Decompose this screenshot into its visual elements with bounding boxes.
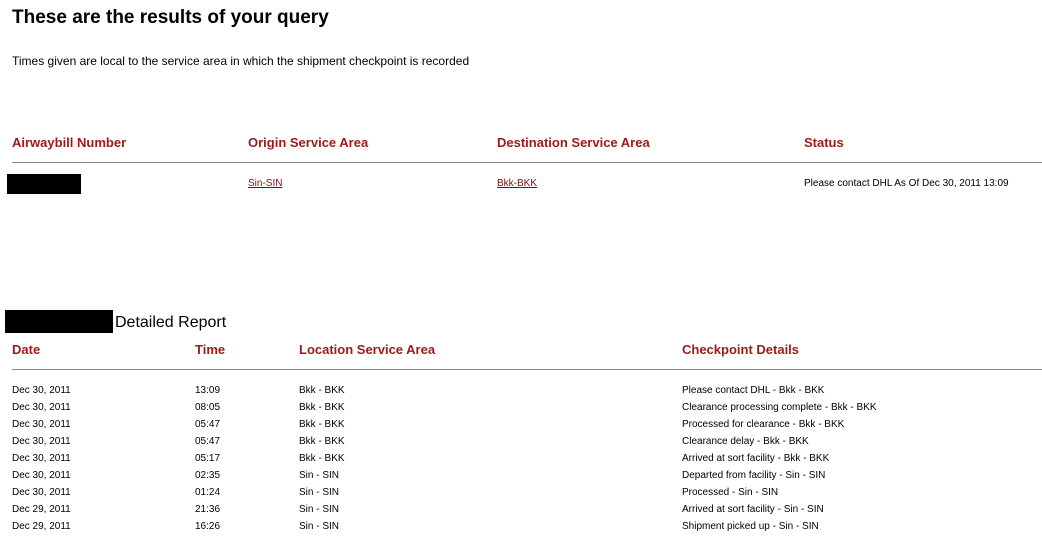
checkpoint-location: Bkk - BKK — [299, 453, 345, 464]
table-row — [0, 402, 1042, 419]
checkpoint-location: Sin - SIN — [299, 470, 340, 481]
checkpoint-details: Please contact DHL - Bkk - BKK — [682, 385, 825, 396]
table-row — [0, 385, 1042, 402]
checkpoint-date: Dec 30, 2011 — [12, 385, 71, 396]
table-row — [0, 487, 1042, 504]
destination-service-area-link[interactable]: Bkk-BKK — [497, 178, 538, 189]
checkpoint-location: Bkk - BKK — [299, 385, 345, 396]
redacted-airwaybill-number — [7, 174, 81, 194]
checkpoint-time: 05:17 — [195, 453, 221, 464]
checkpoint-date: Dec 30, 2011 — [12, 487, 71, 498]
checkpoint-date: Dec 30, 2011 — [12, 453, 71, 464]
date-header: Date — [12, 342, 41, 357]
origin-service-area-link[interactable]: Sin-SIN — [248, 178, 283, 189]
checkpoint-details: Clearance processing complete - Bkk - BKK — [682, 402, 877, 413]
status-header: Status — [804, 135, 844, 150]
checkpoint-location: Sin - SIN — [299, 504, 340, 515]
destination-header: Destination Service Area — [497, 135, 650, 150]
summary-header-divider — [12, 162, 1042, 163]
table-row — [0, 453, 1042, 470]
checkpoint-details: Arrived at sort facility - Bkk - BKK — [682, 453, 830, 464]
airwaybill-header: Airwaybill Number — [12, 135, 127, 150]
checkpoint-time: 21:36 — [195, 504, 221, 515]
page-title: These are the results of your query — [12, 7, 329, 28]
checkpoint-time: 08:05 — [195, 402, 221, 413]
table-row — [0, 436, 1042, 453]
location-header: Location Service Area — [299, 342, 436, 357]
checkpoint-time: 01:24 — [195, 487, 221, 498]
checkpoint-time: 05:47 — [195, 419, 221, 430]
checkpoint-date: Dec 30, 2011 — [12, 402, 71, 413]
checkpoint-date: Dec 29, 2011 — [12, 504, 71, 515]
checkpoint-details: Shipment picked up - Sin - SIN — [682, 521, 819, 532]
checkpoint-details: Arrived at sort facility - Sin - SIN — [682, 504, 824, 515]
checkpoint-time: 02:35 — [195, 470, 221, 481]
checkpoint-location: Bkk - BKK — [299, 402, 345, 413]
checkpoint-date: Dec 30, 2011 — [12, 470, 71, 481]
checkpoint-date: Dec 30, 2011 — [12, 436, 71, 447]
report-header-divider — [12, 369, 1042, 370]
timezone-note: Times given are local to the service area in which the shipment checkpoint is recorded — [12, 54, 470, 68]
table-row — [0, 470, 1042, 487]
checkpoint-time: 16:26 — [195, 521, 221, 532]
checkpoint-location: Bkk - BKK — [299, 436, 345, 447]
table-row — [0, 521, 1042, 538]
checkpoint-details: Clearance delay - Bkk - BKK — [682, 436, 809, 447]
detailed-report-title: Detailed Report — [115, 314, 227, 331]
time-header: Time — [195, 342, 226, 357]
checkpoint-details: Departed from facility - Sin - SIN — [682, 470, 826, 481]
checkpoint-date: Dec 29, 2011 — [12, 521, 71, 532]
checkpoint-location: Sin - SIN — [299, 487, 340, 498]
shipment-status: Please contact DHL As Of Dec 30, 2011 13:09 — [804, 178, 1009, 189]
checkpoint-details-header: Checkpoint Details — [682, 342, 800, 357]
checkpoint-details: Processed for clearance - Bkk - BKK — [682, 419, 845, 430]
checkpoint-date: Dec 30, 2011 — [12, 419, 71, 430]
redacted-report-id — [5, 310, 113, 333]
checkpoint-location: Bkk - BKK — [299, 419, 345, 430]
table-row — [0, 419, 1042, 436]
checkpoint-location: Sin - SIN — [299, 521, 340, 532]
checkpoint-time: 05:47 — [195, 436, 221, 447]
checkpoint-time: 13:09 — [195, 385, 221, 396]
table-row — [0, 504, 1042, 521]
checkpoint-details: Processed - Sin - SIN — [682, 487, 779, 498]
origin-header: Origin Service Area — [248, 135, 369, 150]
